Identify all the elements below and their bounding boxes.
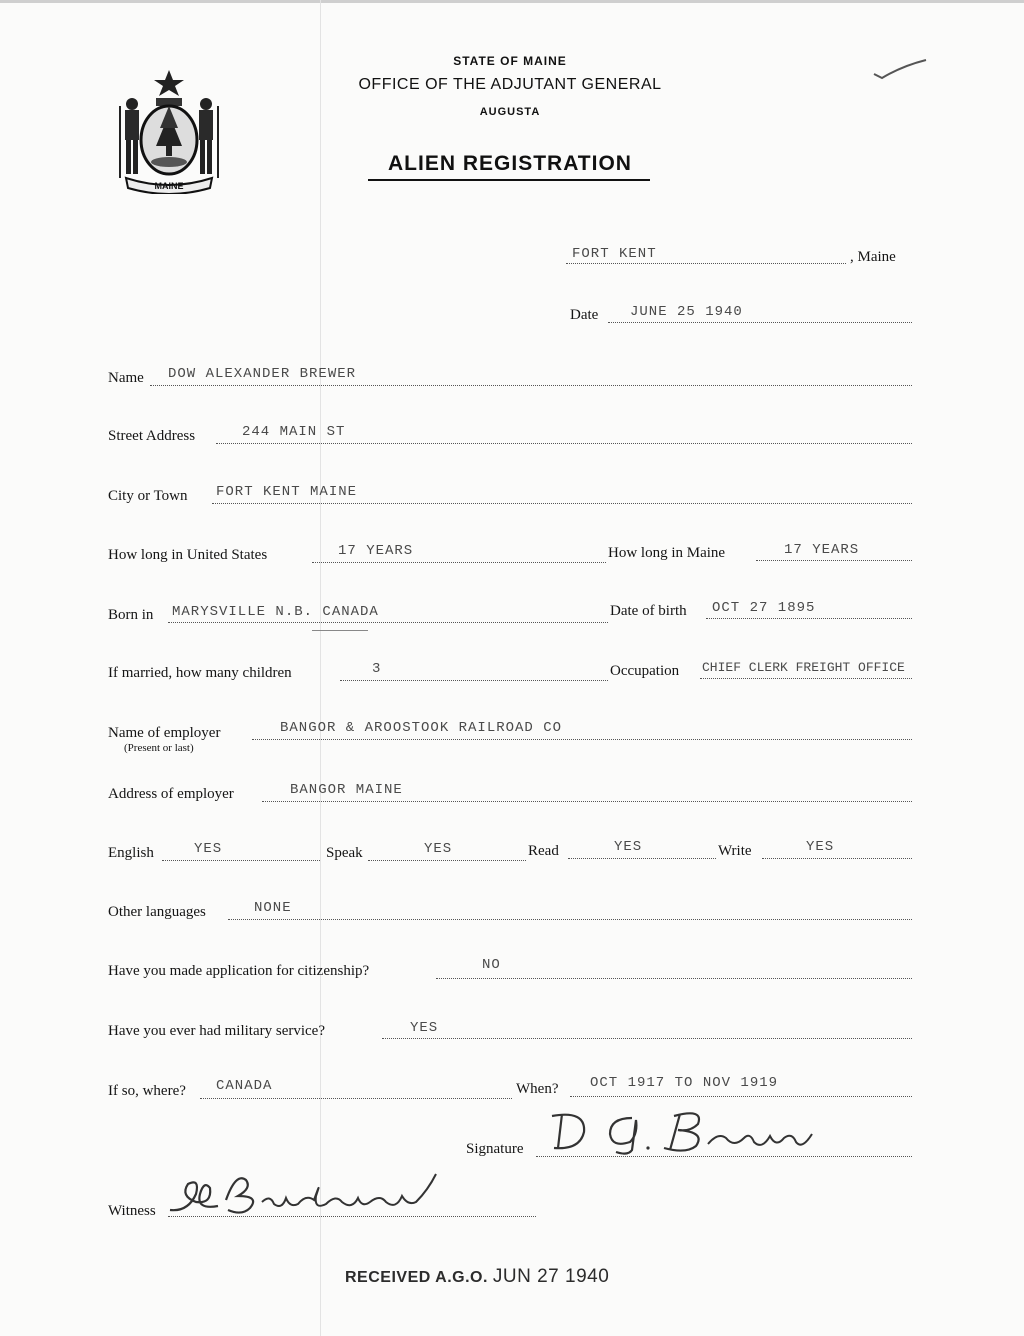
check-mark-icon xyxy=(870,58,930,82)
employer-address-dots xyxy=(262,800,912,802)
received-stamp-date: JUN 27 1940 xyxy=(492,1266,610,1287)
military-label: Have you ever had military service? xyxy=(108,1023,325,1039)
when-value: OCT 1917 TO NOV 1919 xyxy=(590,1075,779,1091)
witness-signature xyxy=(166,1166,446,1222)
born-in-pencil-mark xyxy=(312,630,368,631)
place-value: FORT KENT xyxy=(572,246,657,262)
date-of-birth-dots xyxy=(706,617,912,619)
state-heading: STATE OF MAINE xyxy=(453,54,567,68)
witness-label: Witness xyxy=(108,1203,156,1219)
other-languages-label: Other languages xyxy=(108,904,206,920)
city-heading: AUGUSTA xyxy=(479,106,541,118)
how-long-us-dots xyxy=(312,561,606,563)
employer-address-label: Address of employer xyxy=(108,786,234,802)
employer-name-dots xyxy=(252,738,912,740)
born-in-dots xyxy=(168,621,608,623)
children-value: 3 xyxy=(372,661,382,677)
read-label: Read xyxy=(528,843,559,859)
english-value: YES xyxy=(194,841,223,857)
city-value: FORT KENT MAINE xyxy=(216,484,358,500)
street-label: Street Address xyxy=(108,428,196,444)
seal-banner-text: MAINE xyxy=(154,181,184,191)
name-dots xyxy=(150,384,912,386)
signature-label: Signature xyxy=(466,1141,524,1157)
occupation-dots xyxy=(700,677,912,679)
received-stamp xyxy=(345,1266,609,1288)
date-value: JUNE 25 1940 xyxy=(630,304,743,320)
citizenship-value: NO xyxy=(482,957,501,973)
received-stamp-prefix: RECEIVED A.G.O. xyxy=(345,1269,488,1286)
read-value: YES xyxy=(614,839,643,855)
where-value: CANADA xyxy=(216,1078,273,1094)
office-heading: OFFICE OF THE ADJUTANT GENERAL xyxy=(358,76,662,93)
english-label: English xyxy=(108,845,154,861)
date-of-birth-label: Date of birth xyxy=(610,603,687,619)
children-dots xyxy=(340,679,608,681)
city-label: City or Town xyxy=(108,488,188,504)
born-in-label: Born in xyxy=(108,607,154,623)
form-title: ALIEN REGISTRATION xyxy=(388,152,632,175)
scan-edge xyxy=(0,0,1024,3)
place-dots xyxy=(566,262,846,264)
employer-address-value: BANGOR MAINE xyxy=(290,782,403,798)
name-label: Name xyxy=(108,370,144,386)
applicant-signature xyxy=(540,1104,830,1160)
how-long-us-label: How long in United States xyxy=(108,547,268,563)
employer-name-sublabel: (Present or last) xyxy=(124,742,194,754)
english-dots xyxy=(162,859,320,861)
employer-name-label: Name of employer xyxy=(108,725,221,741)
read-dots xyxy=(568,857,716,859)
state-seal-icon xyxy=(110,66,228,194)
speak-value: YES xyxy=(424,841,453,857)
military-value: YES xyxy=(410,1020,439,1036)
born-in-value: MARYSVILLE N.B. CANADA xyxy=(172,604,379,620)
other-languages-value: NONE xyxy=(254,900,292,916)
when-label: When? xyxy=(516,1081,559,1097)
citizenship-label: Have you made application for citizenship? xyxy=(108,963,370,979)
speak-dots xyxy=(368,859,526,861)
occupation-value: CHIEF CLERK FREIGHT OFFICE xyxy=(702,660,905,675)
how-long-maine-dots xyxy=(756,559,912,561)
where-label: If so, where? xyxy=(108,1083,186,1099)
military-dots xyxy=(382,1037,912,1039)
how-long-maine-value: 17 YEARS xyxy=(784,542,860,558)
write-value: YES xyxy=(806,839,835,855)
how-long-maine-label: How long in Maine xyxy=(608,545,726,561)
city-dots xyxy=(212,502,912,504)
date-of-birth-value: OCT 27 1895 xyxy=(712,600,816,616)
date-label: Date xyxy=(570,307,599,323)
write-dots xyxy=(762,857,912,859)
speak-label: Speak xyxy=(326,845,363,861)
children-label: If married, how many children xyxy=(108,665,292,681)
street-value: 244 MAIN ST xyxy=(242,424,346,440)
where-dots xyxy=(200,1097,512,1099)
when-dots xyxy=(570,1095,912,1097)
citizenship-dots xyxy=(436,977,912,979)
write-label: Write xyxy=(718,843,752,859)
how-long-us-value: 17 YEARS xyxy=(338,543,414,559)
other-languages-dots xyxy=(228,918,912,920)
date-dots xyxy=(608,321,912,323)
place-suffix: , Maine xyxy=(850,249,896,265)
occupation-label: Occupation xyxy=(610,663,680,679)
employer-name-value: BANGOR & AROOSTOOK RAILROAD CO xyxy=(280,720,563,736)
street-dots xyxy=(216,442,912,444)
title-underline xyxy=(368,179,650,181)
name-value: DOW ALEXANDER BREWER xyxy=(168,366,357,382)
fold-line xyxy=(320,0,321,1336)
